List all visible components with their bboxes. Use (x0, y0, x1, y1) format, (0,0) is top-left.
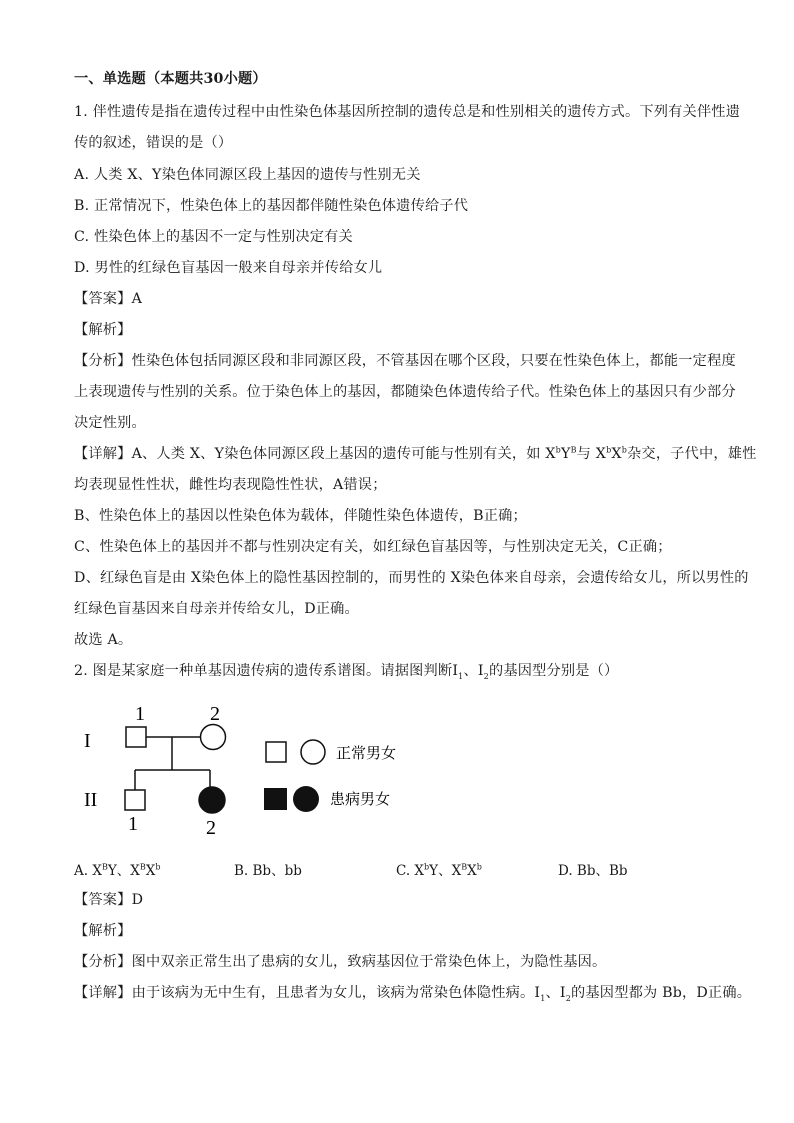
q1-xiangjie-d-line-1: D、红绿色盲是由 X染色体上的隐性基因控制的，而男性的 X染色体来自母亲，会遗传给女儿，所以男性的 (74, 570, 749, 586)
q2-option-b: B. Bb、bb (234, 863, 302, 879)
superscript: b (424, 862, 430, 872)
q1-xiangjie-d-line-2: 红绿色盲基因来自母亲并传给女儿，D正确。 (74, 601, 359, 617)
answer-value: D (131, 892, 144, 908)
legend-affected-female-icon (293, 786, 319, 812)
q1-option-a: A. 人类 X、Y染色体同源区段上基因的遗传与性别无关 (74, 167, 421, 183)
opt-text: X (467, 863, 477, 879)
q1-fenxi-line-2: 上表现遗传与性别的关系。位于染色体上的基因，都随染色体遗传给子代。性染色体上的基因只有少部分 (74, 384, 736, 400)
ii2-number: 2 (206, 817, 216, 838)
xiangjie-text: 与 X (576, 446, 607, 462)
legend-normal-text: 正常男女 (336, 744, 397, 762)
q1-stem-line-1: 1. 伴性遗传是指在遗传过程中由性染色体基因所控制的遗传总是和性别相关的遗传方式。下列有关伴性遗 (74, 104, 741, 120)
superscript: B (570, 445, 577, 455)
q1-fenxi-line-1 (74, 350, 736, 370)
superscript: B (101, 862, 108, 872)
i2-number: 2 (210, 703, 220, 725)
superscript: b (555, 445, 561, 455)
xiangjie-text: X (611, 446, 622, 462)
q1-xiangjie-c: C、性染色体上的基因并不都与性别决定有关，如红绿色盲基因等，与性别决定无关，C正确； (74, 539, 672, 555)
xiangjie-label: 【详解】 (74, 985, 132, 1001)
superscript: B (461, 862, 468, 872)
subscript: 1 (540, 993, 546, 1003)
superscript: B (139, 862, 146, 872)
superscript: b (621, 445, 628, 455)
q1-xiangjie-a-line-2: 均表现显性性状，雌性均表现隐性性状，A错误； (74, 477, 387, 493)
xiangjie-text: A、人类 X、Y染色体同源区段上基因的遗传可能与性别有关，如 X (131, 446, 556, 462)
superscript: b (476, 862, 482, 872)
opt-text: A. X (74, 863, 102, 879)
fenxi-label: 【分析】 (74, 954, 132, 970)
q2-xiangjie (74, 982, 751, 1003)
subscript: 1 (458, 671, 464, 681)
q2-stem (74, 660, 618, 681)
q1-fenxi-line-3: 决定性别。 (74, 415, 146, 431)
fenxi-text: 图中双亲正常生出了患病的女儿，致病基因位于常染色体上，为隐性基因。 (131, 954, 607, 970)
q1-answer (74, 288, 142, 308)
normal-female-symbol (201, 725, 226, 750)
q1-xiangjie-a-line-1 (74, 443, 757, 463)
pedigree-svg (74, 698, 414, 838)
ii1-number: 1 (128, 813, 138, 835)
section-heading: 一、单选题（本题共30小题） (74, 71, 267, 87)
opt-text: Y、X (429, 863, 462, 879)
xiangjie-text: 由于该病为无中生有，且患者为女儿，该病为常染色体隐性病。Ⅰ (131, 985, 541, 1001)
q2-option-c (396, 859, 482, 879)
q1-stem-line-2: 传的叙述，错误的是（） (74, 135, 233, 151)
q1-option-d: D. 男性的红绿色盲基因一般来自母亲并传给女儿 (74, 260, 383, 276)
pedigree-diagram (74, 698, 414, 838)
answer-label: 【答案】 (74, 291, 132, 307)
q1-option-b: B. 正常情况下，性染色体上的基因都伴随性染色体遗传给子代 (74, 198, 469, 214)
gen-2-label: II (84, 789, 98, 811)
q1-option-c: C. 性染色体上的基因不一定与性别决定有关 (74, 229, 353, 245)
normal-male-symbol (126, 727, 146, 747)
q2-answer (74, 889, 143, 909)
xiangjie-text: 的基因型都为 Bb，D正确。 (571, 985, 752, 1001)
q2-stem-text: 、Ⅰ (463, 663, 484, 679)
fenxi-text: 性染色体包括同源区段和非同源区段，不管基因在哪个区段，只要在性染色体上，都能一定程度 (131, 353, 736, 369)
legend-normal-male-icon (266, 742, 286, 762)
subscript: 2 (565, 993, 572, 1003)
opt-text: Y、X (107, 863, 140, 879)
q2-stem-text: 的基因型分别是（） (488, 663, 619, 679)
xiangjie-text: Y (561, 446, 571, 462)
q2-option-a (74, 859, 161, 879)
q2-stem-text: 2. 图是某家庭一种单基因遗传病的遗传系谱图。请据图判断Ⅰ (74, 663, 459, 679)
opt-text: C. X (396, 863, 425, 879)
opt-text: X (145, 863, 156, 879)
q1-xiangjie-b: B、性染色体上的基因以性染色体为载体，伴随性染色体遗传，B正确； (74, 508, 527, 524)
legend-normal-female-icon (301, 740, 325, 764)
xiangjie-text: 杂交，子代中，雄性 (627, 446, 757, 462)
normal-male-symbol (125, 790, 145, 810)
superscript: b (606, 445, 612, 455)
fenxi-label: 【分析】 (74, 353, 132, 369)
q1-conclusion: 故选 A。 (74, 632, 133, 648)
legend-affected-male-icon (264, 788, 287, 810)
xiangjie-text: 、Ⅰ (545, 985, 566, 1001)
answer-label: 【答案】 (74, 892, 132, 908)
i1-number: 1 (135, 703, 145, 725)
q2-fenxi (74, 951, 606, 971)
q2-option-d: D. Bb、Bb (558, 863, 628, 879)
xiangjie-label: 【详解】 (74, 446, 132, 462)
q2-analysis-label: 【解析】 (74, 923, 132, 939)
q1-analysis-label: 【解析】 (74, 322, 132, 338)
affected-female-symbol (199, 787, 225, 813)
subscript: 2 (483, 671, 489, 681)
answer-value: A (131, 291, 143, 307)
gen-1-label: I (84, 730, 91, 752)
superscript: b (155, 862, 161, 872)
legend-affected-text: 患病男女 (330, 790, 391, 808)
